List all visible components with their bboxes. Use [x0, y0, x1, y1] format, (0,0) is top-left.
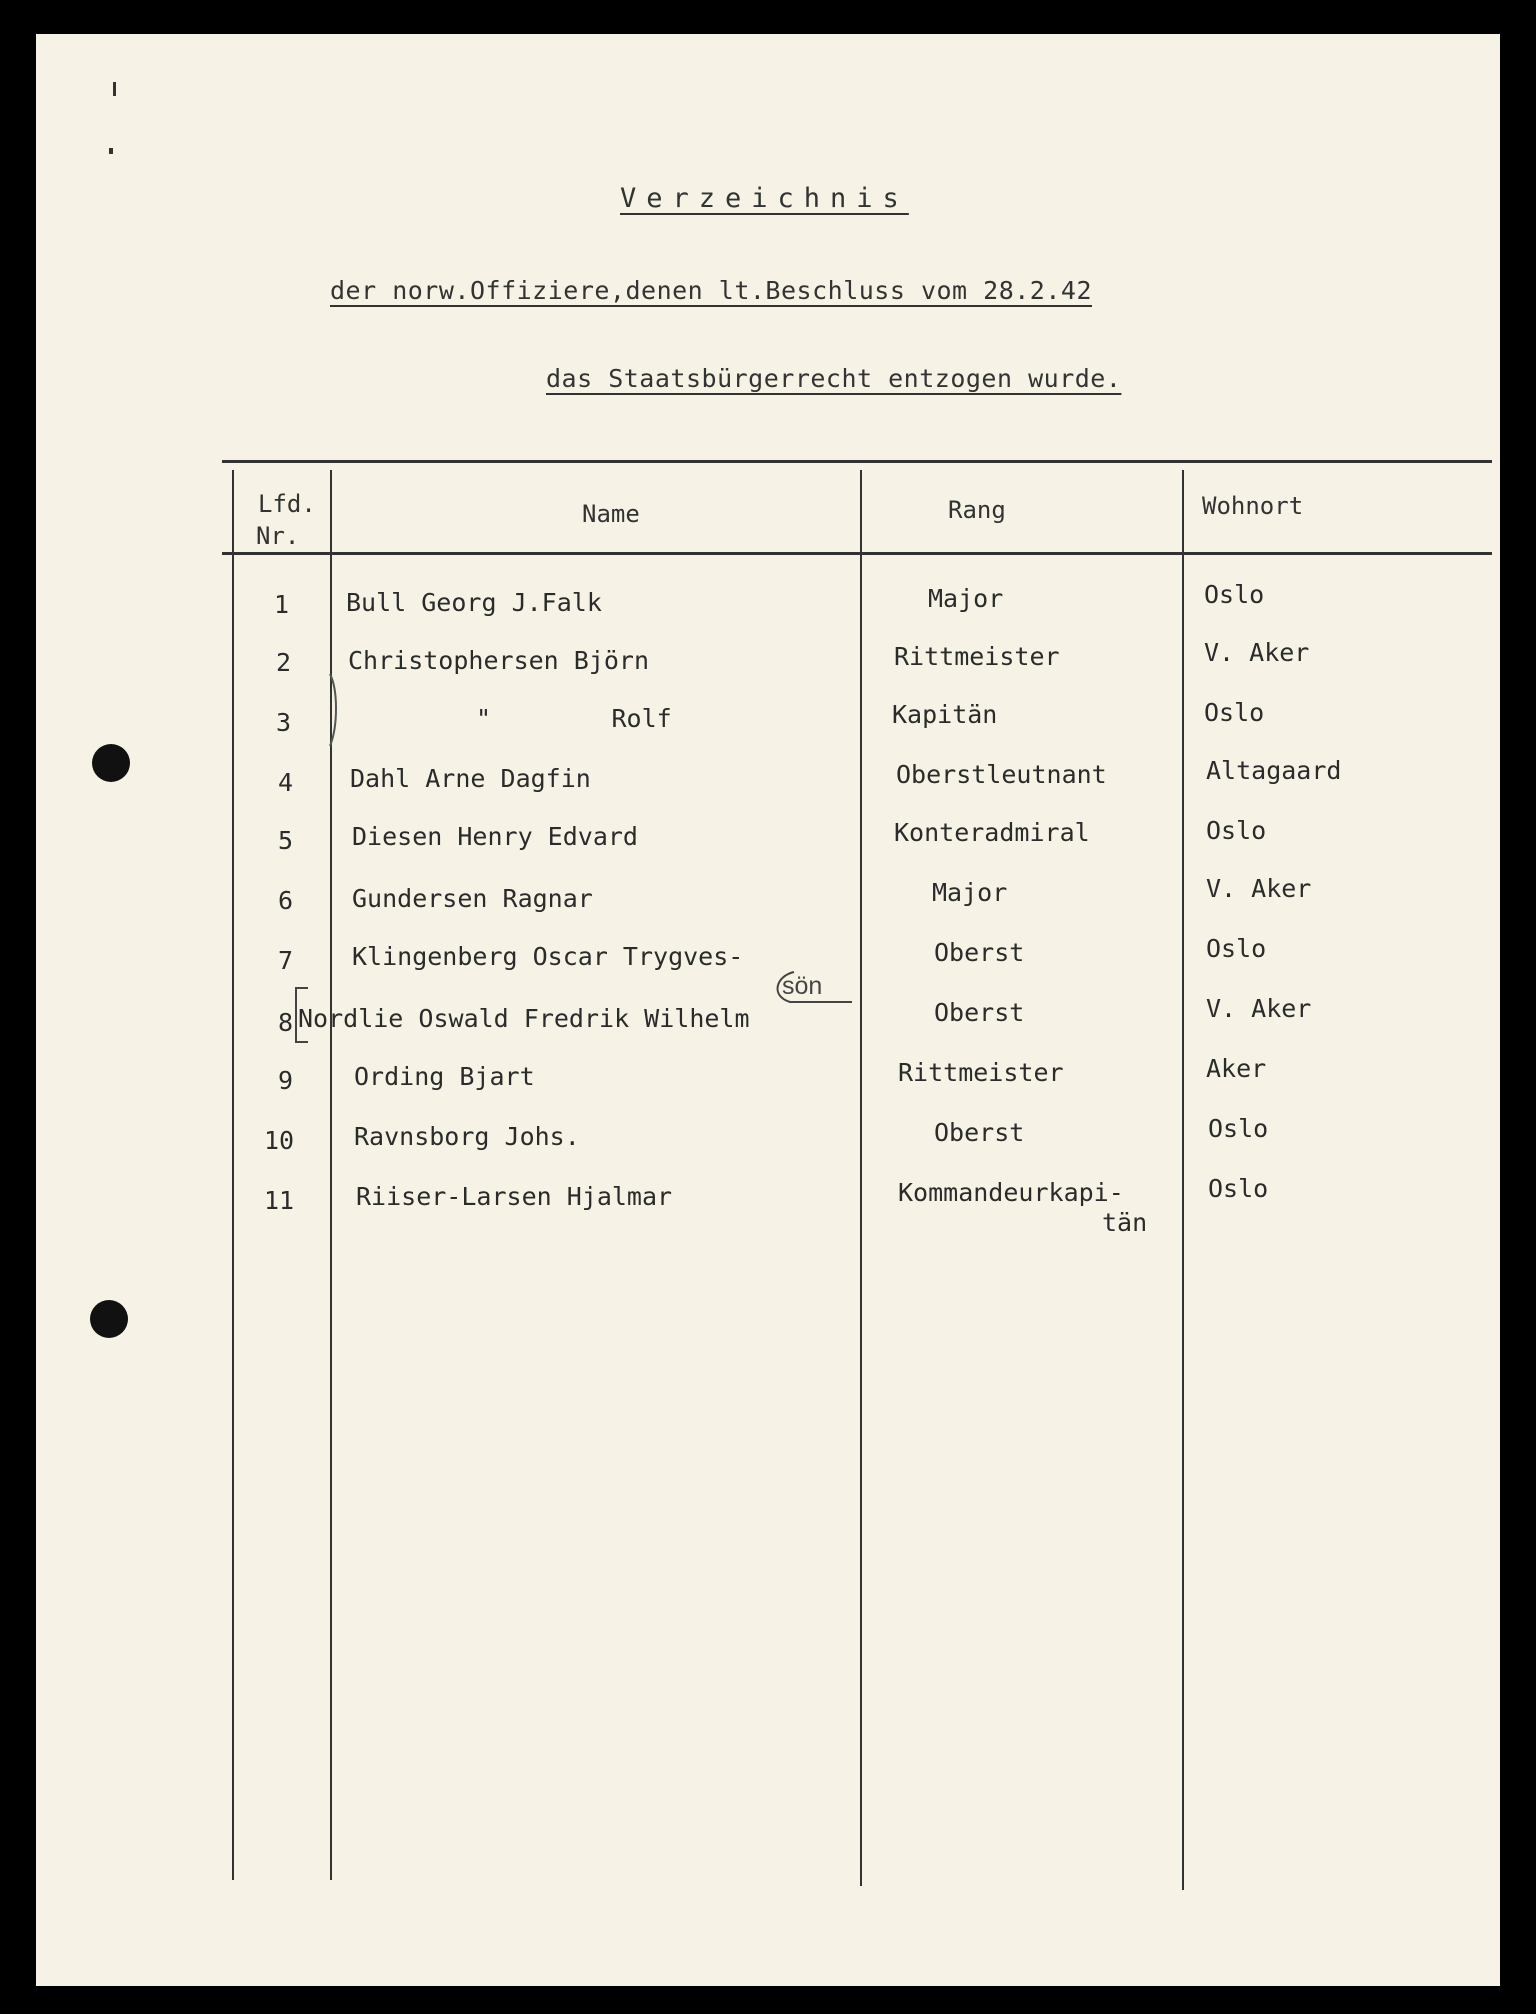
column-divider-name: [860, 470, 862, 1886]
row-1-name: Bull Georg J.Falk: [346, 588, 602, 617]
row-3-wohnort: Oslo: [1204, 698, 1265, 727]
row-6-rang: Major: [932, 878, 1008, 907]
row-5-nr: 5: [278, 826, 294, 855]
row-4-name: Dahl Arne Dagfin: [350, 764, 591, 793]
margin-bracket-mark: [326, 670, 342, 750]
stray-mark: [109, 148, 113, 154]
header-name: Name: [582, 500, 640, 528]
header-wohnort: Wohnort: [1202, 492, 1304, 520]
row-10-rang: Oberst: [934, 1118, 1025, 1147]
row-10-wohnort: Oslo: [1208, 1114, 1269, 1143]
row-10-nr: 10: [264, 1126, 295, 1155]
row-6-wohnort: V. Aker: [1206, 874, 1312, 903]
column-divider-rang: [1182, 470, 1184, 1890]
row-4-wohnort: Altagaard: [1206, 756, 1342, 785]
row-9-wohnort: Aker: [1206, 1054, 1267, 1083]
row-10-name: Ravnsborg Johs.: [354, 1122, 580, 1151]
row-11-wohnort: Oslo: [1208, 1174, 1269, 1203]
header-rang: Rang: [948, 496, 1006, 524]
row-5-rang: Konteradmiral: [894, 818, 1090, 847]
row-7-wohnort: Oslo: [1206, 934, 1267, 963]
row-7-rang: Oberst: [934, 938, 1025, 967]
stray-mark: [113, 82, 116, 96]
table-header-rule: [222, 552, 1492, 555]
row-5-name: Diesen Henry Edvard: [352, 822, 638, 851]
row-1-nr: 1: [274, 590, 290, 619]
row-6-nr: 6: [278, 886, 294, 915]
row-3-rang: Kapitän: [892, 700, 998, 729]
row-8-name: Nordlie Oswald Fredrik Wilhelm: [298, 1004, 750, 1033]
row-11-name: Riiser-Larsen Hjalmar: [356, 1182, 673, 1211]
punch-hole-bottom: [90, 1300, 128, 1338]
row-2-nr: 2: [276, 648, 292, 677]
handwritten-circle-mark: [760, 966, 856, 1006]
handwritten-continuation-son: sön: [782, 972, 823, 1000]
row-3-nr: 3: [276, 708, 292, 737]
row-2-name: Christophersen Björn: [348, 646, 650, 675]
row-5-wohnort: Oslo: [1206, 816, 1267, 845]
row-2-rang: Rittmeister: [894, 642, 1060, 671]
document-subtitle-line1: der norw.Offiziere,denen lt.Beschluss vom 28.2.42: [330, 276, 1093, 305]
row-1-rang: Major: [928, 584, 1004, 613]
header-lfd-line2: Nr.: [256, 522, 300, 550]
row-8-wohnort: V. Aker: [1206, 994, 1312, 1023]
table-top-rule: [222, 460, 1492, 463]
row-8-rang: Oberst: [934, 998, 1025, 1027]
punch-hole-top: [92, 744, 130, 782]
column-divider-left: [232, 470, 234, 1880]
row-1-wohnort: Oslo: [1204, 580, 1265, 609]
header-lfd-line1: Lfd.: [258, 490, 316, 518]
row-6-name: Gundersen Ragnar: [352, 884, 593, 913]
row-8-nr: 8: [278, 1008, 294, 1037]
row-2-wohnort: V. Aker: [1204, 638, 1310, 667]
row-4-nr: 4: [278, 768, 294, 797]
row-3-name: " Rolf: [476, 704, 672, 733]
row-7-nr: 7: [278, 946, 294, 975]
row-11-rang: Kommandeurkapi-: [898, 1178, 1124, 1207]
row-11-rang-continuation: tän: [1102, 1208, 1148, 1237]
row-7-name: Klingenberg Oscar Trygves-: [352, 942, 744, 971]
document-subtitle-line2: das Staatsbürgerrecht entzogen wurde.: [546, 364, 1122, 393]
row-9-name: Ording Bjart: [354, 1062, 535, 1091]
handwritten-bracket-mark: [290, 984, 312, 1046]
row-4-rang: Oberstleutnant: [896, 760, 1107, 789]
row-9-rang: Rittmeister: [898, 1058, 1064, 1087]
row-11-nr: 11: [264, 1186, 295, 1215]
document-title: Verzeichnis: [620, 183, 909, 214]
row-9-nr: 9: [278, 1066, 294, 1095]
